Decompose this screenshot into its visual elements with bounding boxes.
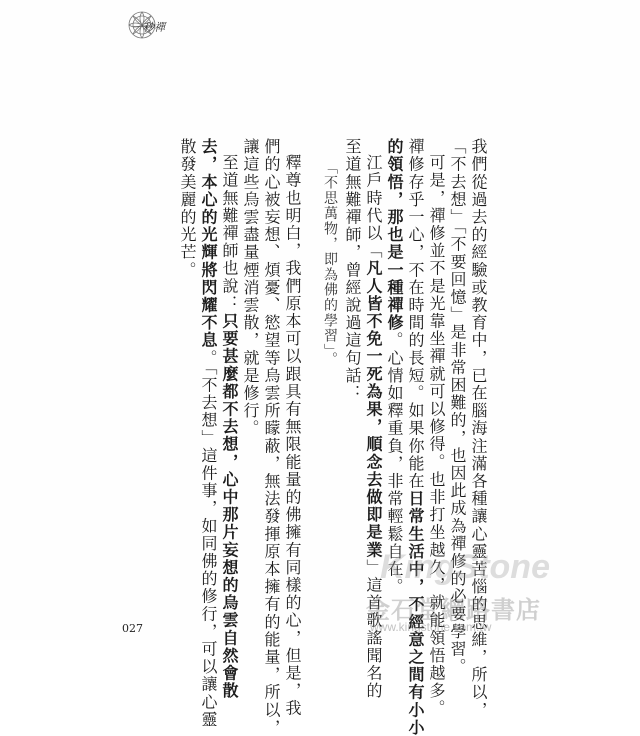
text-segment: 。「不去想」這件事，如同佛的修行，可以讓心靈: [199, 349, 218, 729]
text-column: [344, 138, 360, 402]
text-segment: 至道無難禪師也說：: [220, 154, 239, 313]
text-segment: 讓這些烏雲盡量煙消雲散，就是修行。: [241, 138, 260, 438]
text-segment: 釋尊也明白，我們原本可以跟具有無限能量的佛擁有同樣的心，但是，我: [283, 154, 302, 718]
text-column: [323, 160, 337, 367]
text-column: [284, 154, 300, 717]
text-segment: 。心情如釋重負，非常輕鬆自在。: [385, 331, 404, 596]
page-number: 027: [122, 622, 143, 635]
text-segment: 」這首歌謠聞名的: [364, 558, 383, 700]
watermark-chinese: 金石堂網路書店: [366, 596, 541, 624]
text-column: [263, 138, 279, 736]
emphasized-text: 的領悟，那也是一種禪修: [385, 138, 404, 332]
emphasized-text: 日常生活中，不經意之間有小小: [406, 490, 425, 736]
text-column: [386, 138, 402, 596]
text-column: [407, 138, 423, 736]
emphasized-text: 去，本心的光輝將閃耀不息: [199, 138, 218, 350]
text-column: [449, 138, 465, 676]
text-column: [470, 138, 486, 719]
emphasized-text: 只要甚麼都不去想，心中那片妄想的烏雲自然會散: [220, 312, 239, 700]
text-segment: 可是，禪修並不是光靠坐禪就可以修得。也非打坐越久，就能領悟越多。: [427, 154, 446, 718]
text-segment: 們的心被妄想、煩憂、慾望等烏雲所矇蔽，無法發揮原本擁有的能量，所以，: [262, 138, 281, 736]
text-segment: 至道無難禪師，曾經說過這句話：: [343, 138, 362, 402]
watermark-url: www.kingstone.com.tw: [370, 620, 492, 634]
text-segment: 散發美麗的光芒。: [178, 138, 197, 279]
emphasized-text: 凡人皆不免一死為果，順念去做即是業: [364, 259, 383, 559]
text-column: [428, 154, 444, 717]
text-column: [221, 154, 237, 700]
watermark-brand: KingStone: [380, 548, 550, 586]
chapter-header: [112, 8, 172, 44]
text-segment: 我們從過去的經驗或教育中，已在腦海注滿各種讓心靈苦惱的思維，所以，: [469, 138, 488, 719]
text-column: [242, 138, 258, 437]
text-segment: 禪修存乎一心，不在時間的長短。如果你能在: [406, 138, 425, 490]
chapter-title: 一秒禪: [132, 21, 165, 34]
text-segment: 江戶時代以「: [364, 154, 383, 260]
text-column: [179, 138, 195, 279]
text-segment: 「不思萬物，即為佛的學習」。: [322, 160, 338, 368]
text-segment: 「不去想」「不要回憶」是非常困難的，也因此成為禪修的必要學習。: [448, 138, 467, 676]
text-column: [365, 154, 381, 700]
